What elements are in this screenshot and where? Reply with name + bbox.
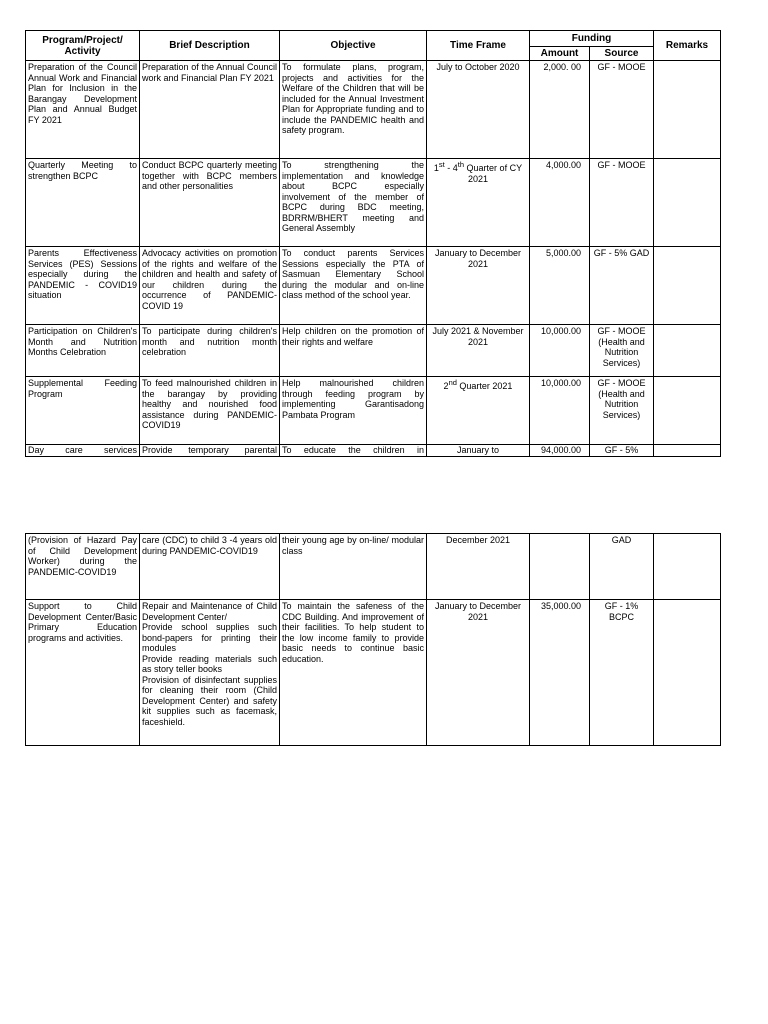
header-time-frame: Time Frame bbox=[427, 31, 530, 61]
table-row bbox=[26, 377, 721, 445]
remarks-cell bbox=[654, 159, 721, 247]
objective-text: To educate the children in bbox=[282, 446, 424, 455]
description-cell: Advocacy activities on promotion of the rights and welfare of the children and health and safety of our children during the occurrence of PANDEMIC-COVID 19 bbox=[140, 247, 280, 325]
description-cell: care (CDC) to child 3 -4 years old during PANDEMIC-COVID19 bbox=[140, 534, 280, 600]
program-cell: Participation on Children's Month and Nutrition Months Celebration bbox=[26, 325, 140, 377]
header-funding: Funding bbox=[530, 31, 654, 47]
program-cell: Supplemental Feeding Program bbox=[26, 377, 140, 445]
program-cell: Preparation of the Council Annual Work and Financial Plan for Inclusion in the Barangay Development Plan and Annual Budget FY 2021 bbox=[26, 61, 140, 159]
time-frame-cell: December 2021 bbox=[427, 534, 530, 600]
remarks-cell bbox=[654, 325, 721, 377]
program-cell bbox=[26, 445, 140, 457]
source-cell: GF - MOOE (Health and Nutrition Services) bbox=[590, 377, 654, 445]
source-cell: GF - MOOE bbox=[590, 61, 654, 159]
header-objective: Objective bbox=[280, 31, 427, 61]
source-cell: GF - MOOE bbox=[590, 159, 654, 247]
time-frame-cell: July to October 2020 bbox=[427, 61, 530, 159]
time-frame-cell: 1st - 4th Quarter of CY 2021 bbox=[427, 159, 530, 247]
program-cell: (Provision of Hazard Pay of Child Development Worker) during the PANDEMIC-COVID19 bbox=[26, 534, 140, 600]
remarks-cell bbox=[654, 61, 721, 159]
description-cell: Conduct BCPC quarterly meeting together with BCPC members and other personalities bbox=[140, 159, 280, 247]
table-row bbox=[26, 600, 721, 746]
header-program: Program/Project/ Activity bbox=[26, 31, 140, 61]
remarks-cell bbox=[654, 600, 721, 746]
table-row bbox=[26, 61, 721, 159]
time-frame-cell bbox=[427, 445, 530, 457]
program-cell: Quarterly Meeting to strengthen BCPC bbox=[26, 159, 140, 247]
amount-cell bbox=[530, 534, 590, 600]
program-cell: Parents Effectiveness Services (PES) Sessions especially during the PANDEMIC - COVID19 situation bbox=[26, 247, 140, 325]
time-frame-cell: January to December 2021 bbox=[427, 600, 530, 746]
header-remarks: Remarks bbox=[654, 31, 721, 61]
amount-cell: 5,000.00 bbox=[530, 247, 590, 325]
objective-cell: To formulate plans, program, projects and activities for the Welfare of the Children that will be included for the Annual Investment Plan for Appropriate funding and to include the PANDEMIC health and safety program. bbox=[280, 61, 427, 159]
description-cell: Preparation of the Annual Council work and Financial Plan FY 2021 bbox=[140, 61, 280, 159]
source-cell: GAD bbox=[590, 534, 654, 600]
source-text: GF - 5% bbox=[604, 446, 639, 455]
time-frame-text: January to bbox=[456, 446, 500, 455]
amount-cell: 2,000. 00 bbox=[530, 61, 590, 159]
header-row bbox=[26, 31, 721, 47]
header-description: Brief Description bbox=[140, 31, 280, 61]
remarks-cell bbox=[654, 445, 721, 457]
amount-cell bbox=[530, 445, 590, 457]
objective-cell: Help malnourished children through feeding program by implementing Garantisadong Pambata Program bbox=[280, 377, 427, 445]
remarks-cell bbox=[654, 377, 721, 445]
amount-cell: 4,000.00 bbox=[530, 159, 590, 247]
work-plan-table-page-1 bbox=[25, 30, 721, 457]
remarks-cell bbox=[654, 247, 721, 325]
header-amount: Amount bbox=[530, 47, 590, 61]
description-cell: To feed malnourished children in the barangay by providing healthy and nourished food assistance during PANDEMIC-COVID19 bbox=[140, 377, 280, 445]
time-frame-cell: 2nd Quarter 2021 bbox=[427, 377, 530, 445]
time-frame-cell: January to December 2021 bbox=[427, 247, 530, 325]
table-row bbox=[26, 534, 721, 600]
objective-cell bbox=[280, 445, 427, 457]
amount-cell: 10,000.00 bbox=[530, 325, 590, 377]
work-plan-table-page-2 bbox=[25, 533, 721, 746]
description-cell bbox=[140, 445, 280, 457]
amount-cell: 35,000.00 bbox=[530, 600, 590, 746]
table-row bbox=[26, 325, 721, 377]
program-cell: Support to Child Development Center/Basic Primary Education programs and activities. bbox=[26, 600, 140, 746]
amount-cell: 10,000.00 bbox=[530, 377, 590, 445]
table-row bbox=[26, 247, 721, 325]
description-cell: Repair and Maintenance of Child Development Center/ Provide school supplies such bond-papers for printing their modules Provide reading materials such as story teller books Provision of disinfectant supplies for cleaning their room (Child Development Center) and safety kit supplies such as facemask, faceshield. bbox=[140, 600, 280, 746]
time-frame-cell: July 2021 & November 2021 bbox=[427, 325, 530, 377]
objective-cell: their young age by on-line/ modular class bbox=[280, 534, 427, 600]
description-text: Provide temporary parental bbox=[142, 446, 277, 455]
source-cell: GF - 1% BCPC bbox=[590, 600, 654, 746]
description-cell: To participate during children's month and nutrition month celebration bbox=[140, 325, 280, 377]
objective-cell: To strengthening the implementation and knowledge about BCPC especially involvement of the member of BCPC during BDC meeting, BDRRM/BHERT meeting and General Assembly bbox=[280, 159, 427, 247]
objective-cell: To conduct parents Services Sessions especially the PTA of Sasmuan Elementary School during the modular and on-line class method of the school year. bbox=[280, 247, 427, 325]
objective-cell: To maintain the safeness of the CDC Building. And improvement of their facilities. To help student to the low income family to provide basic needs to continue basic education. bbox=[280, 600, 427, 746]
source-cell bbox=[590, 445, 654, 457]
amount-text: 94,000.00 bbox=[540, 446, 581, 455]
program-text: Day care services bbox=[28, 446, 137, 455]
table-row bbox=[26, 159, 721, 247]
source-cell: GF - MOOE (Health and Nutrition Services) bbox=[590, 325, 654, 377]
remarks-cell bbox=[654, 534, 721, 600]
source-cell: GF - 5% GAD bbox=[590, 247, 654, 325]
objective-cell: Help children on the promotion of their rights and welfare bbox=[280, 325, 427, 377]
table-row bbox=[26, 445, 721, 457]
header-source: Source bbox=[590, 47, 654, 61]
